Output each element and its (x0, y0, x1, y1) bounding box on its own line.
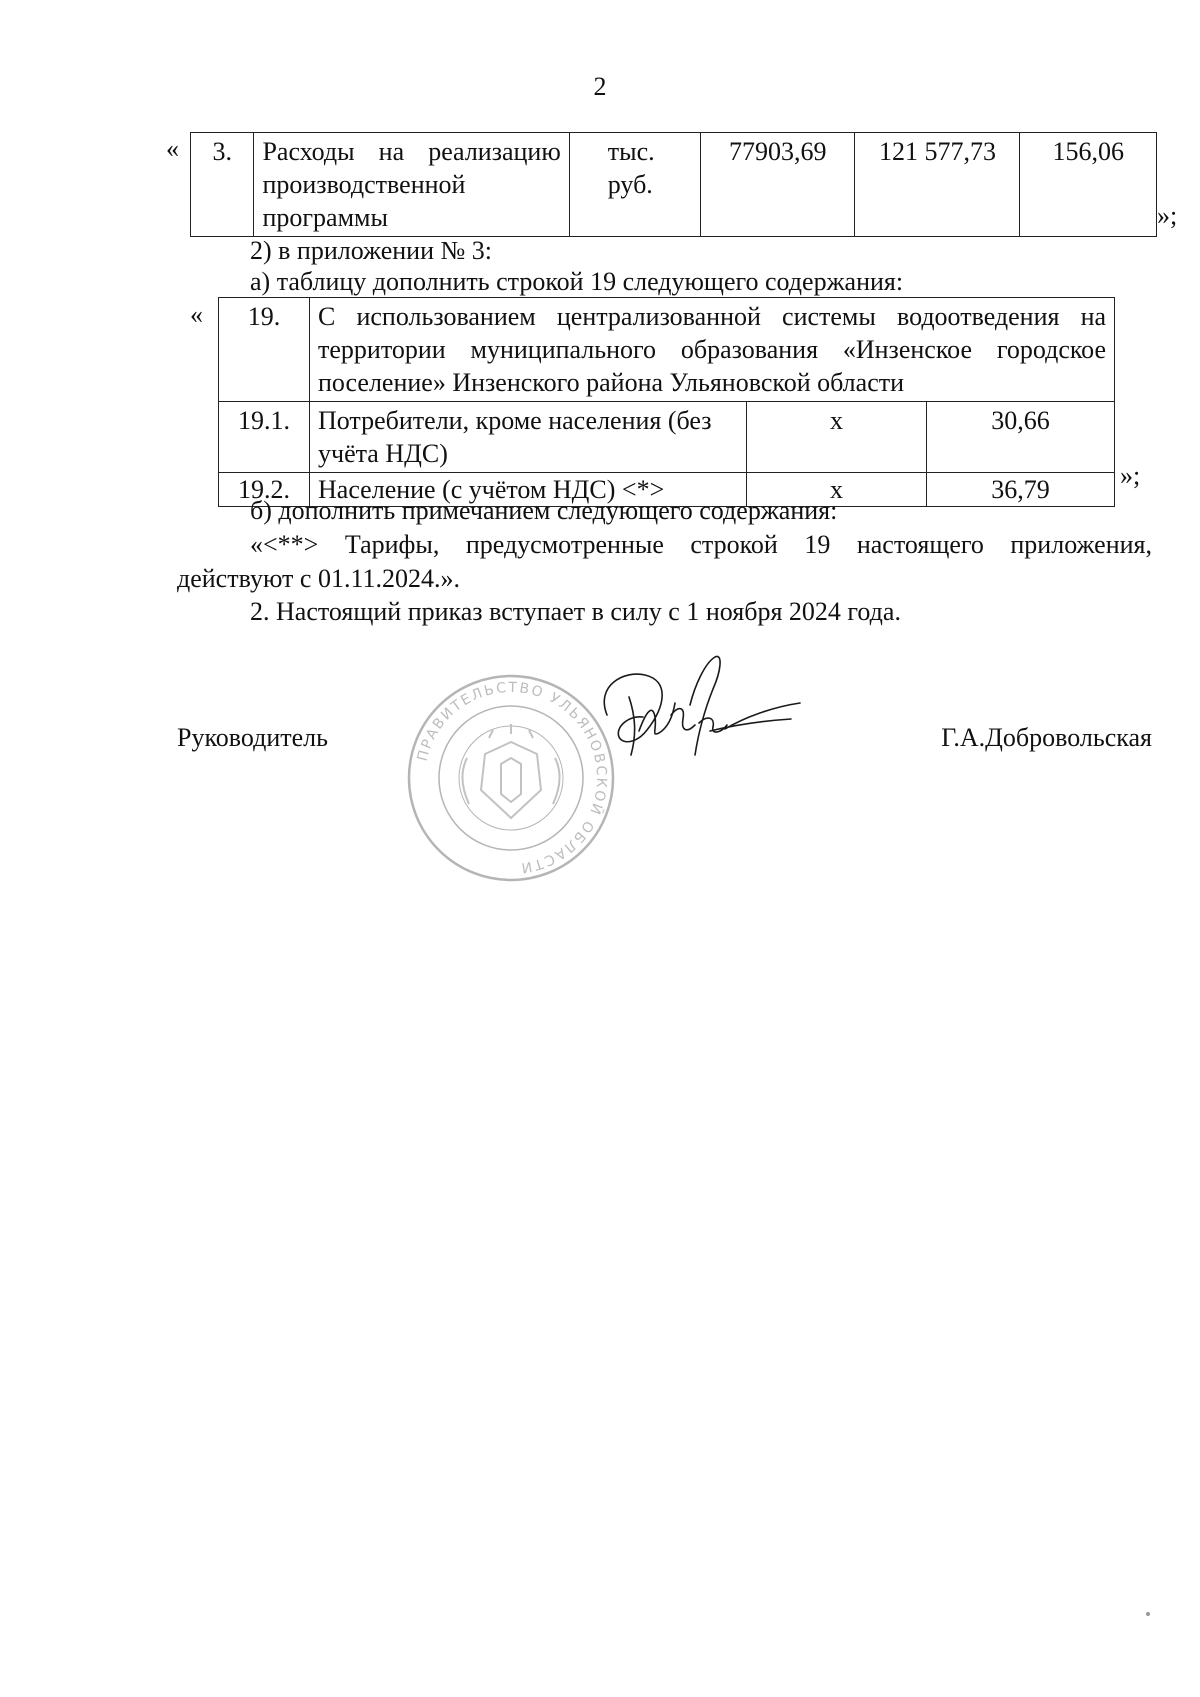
table-row (191, 133, 1157, 237)
table1-value2: 121 577,73 (855, 133, 1020, 237)
table2-row-mark: х (747, 402, 927, 473)
item-final: 2. Настоящий приказ вступает в силу с 1 ноября 2024 года. (250, 597, 901, 626)
table1-unit: тыс. руб. (569, 133, 700, 237)
item-2a: а) таблицу дополнить строкой 19 следующего содержания: (250, 267, 904, 296)
table2-header-num: 19. (219, 298, 310, 402)
signature-mark (595, 645, 810, 765)
table2-header-text: С использованием централизованной системы водоотведения на территории муниципального образования «Инзенское городское поселение» Инзенского района Ульяновской области (310, 298, 1115, 402)
signer-position: Руководитель (177, 723, 328, 752)
table1 (190, 132, 1157, 237)
table2-row-name: Потребители, кроме населения (без учёта НДС) (310, 402, 747, 473)
table2-row-value: 30,66 (927, 402, 1115, 473)
official-seal (405, 672, 617, 884)
table2-close-quote: »; (1120, 461, 1141, 490)
note-paragraph: «<**> Тарифы, предусмотренные строкой 19 настоящего приложения, действуют с 01.11.2024.». (177, 530, 1152, 593)
table2-row-mark: х (747, 473, 927, 507)
item-2b: б) дополнить примечанием следующего содержания: (250, 496, 838, 525)
table2-row-name: Население (с учётом НДС) <*> (310, 473, 747, 507)
table1-open-quote: « (166, 134, 179, 163)
table1-value1: 77903,69 (700, 133, 854, 237)
signer-name: Г.А.Добровольская (941, 723, 1152, 752)
table-row (219, 402, 1115, 473)
item-2: 2) в приложении № 3: (250, 236, 493, 265)
table1-num: 3. (191, 133, 254, 237)
scan-speck (1146, 1612, 1150, 1616)
page-number: 2 (593, 72, 607, 101)
table1-name: Расходы на реализацию производственной программы (254, 133, 569, 237)
table2-open-quote: « (190, 300, 203, 329)
table1-value3: 156,06 (1020, 133, 1157, 237)
table2-row-num: 19.1. (219, 402, 310, 473)
table2-row-num: 19.2. (219, 473, 310, 507)
svg-text:ПРАВИТЕЛЬСТВО УЛЬЯНОВСКОЙ ОБЛА: ПРАВИТЕЛЬСТВО УЛЬЯНОВСКОЙ ОБЛАСТИ (414, 679, 610, 876)
table1-close-quote: »; (1157, 201, 1178, 230)
table2 (218, 297, 1115, 507)
table2-row-value: 36,79 (927, 473, 1115, 507)
table-row (219, 298, 1115, 402)
